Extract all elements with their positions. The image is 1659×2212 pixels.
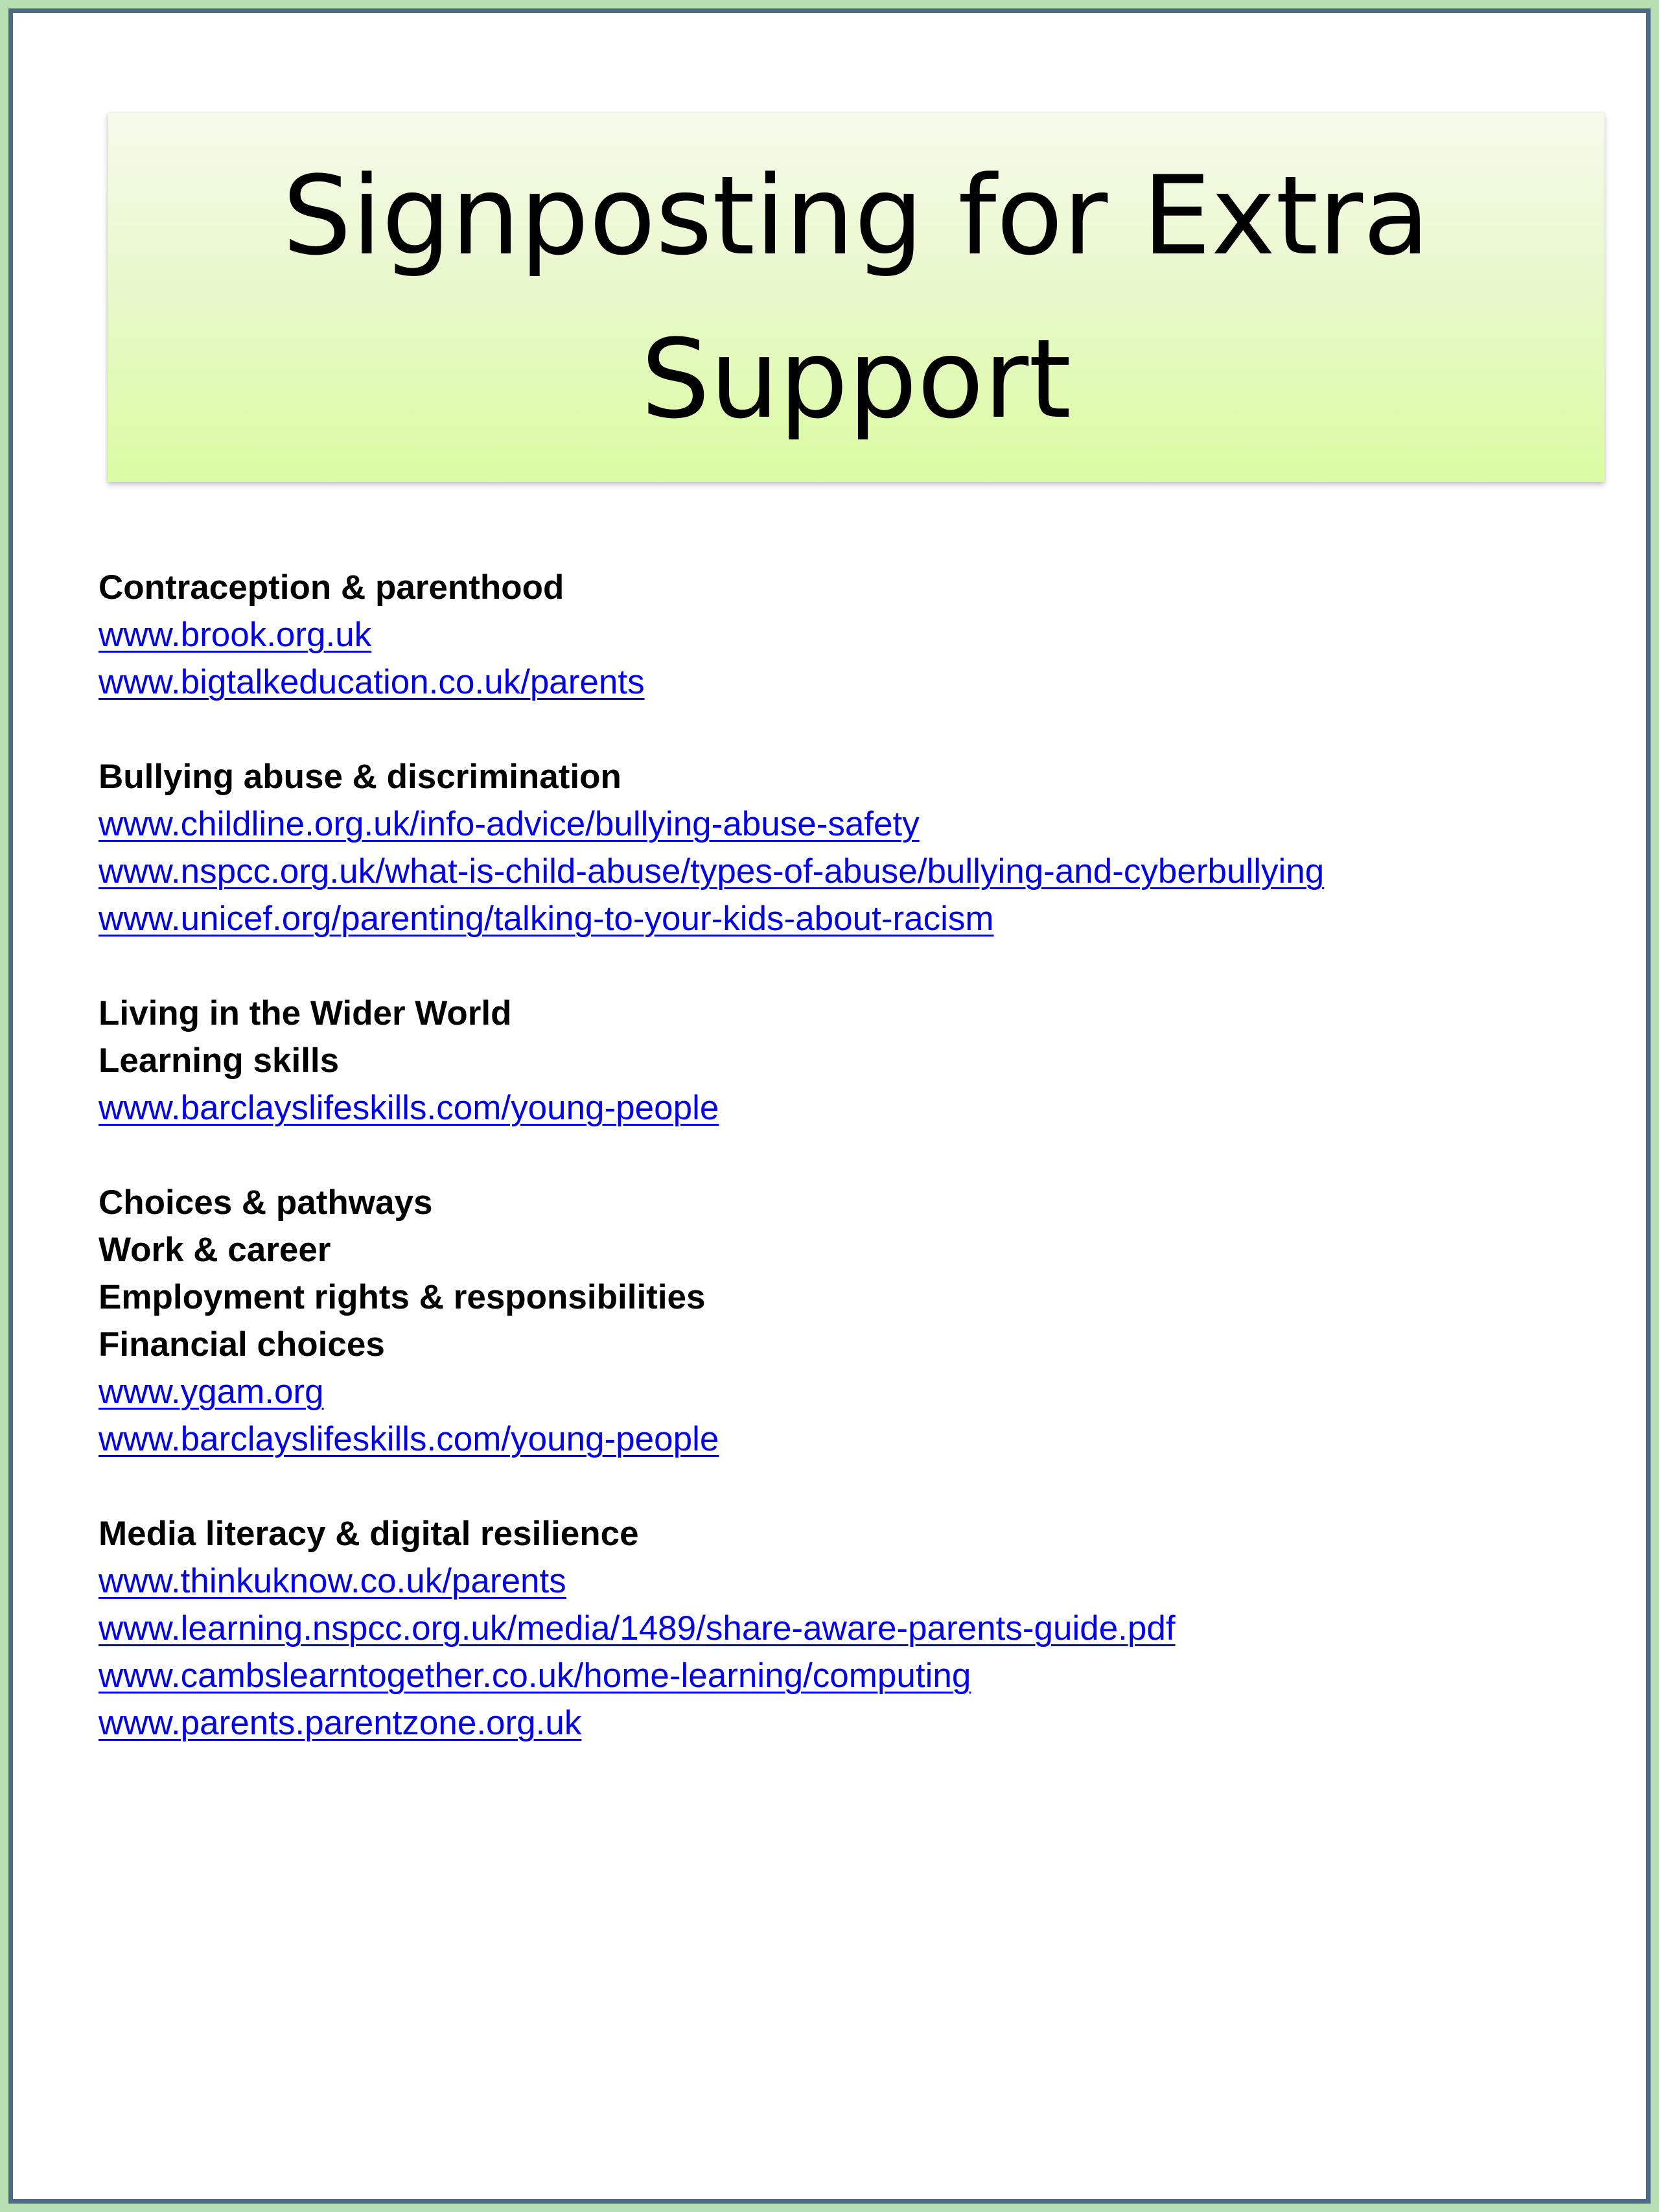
section-heading: Bullying abuse & discrimination [99,758,621,796]
section-wider-world [99,990,1602,1132]
link-childline[interactable]: www.childline.org.uk/info-advice/bullying-abuse-safety [99,805,920,843]
link-cambslearntogether[interactable]: www.cambslearntogether.co.uk/home-learning/computing [99,1657,971,1695]
link-nspcc-bullying[interactable]: www.nspcc.org.uk/what-is-child-abuse/types-of-abuse/bullying-and-cyberbullying [99,852,1325,891]
section-media-literacy [99,1510,1602,1747]
section-bullying [99,753,1602,942]
section-subheading: Financial choices [99,1325,385,1364]
page-title: Signposting for Extra Support [282,152,1430,443]
section-choices [99,1179,1602,1463]
section-heading: Living in the Wider World [99,994,512,1032]
section-contraception [99,564,1602,706]
section-subheading: Employment rights & responsibilities [99,1278,706,1316]
link-thinkuknow[interactable]: www.thinkuknow.co.uk/parents [99,1562,566,1600]
link-bigtalkeducation[interactable]: www.bigtalkeducation.co.uk/parents [99,663,645,701]
link-barclays-lifeskills[interactable]: www.barclayslifeskills.com/young-people [99,1089,719,1127]
link-brook[interactable]: www.brook.org.uk [99,616,372,654]
section-heading: Contraception & parenthood [99,568,564,607]
link-barclays-lifeskills[interactable]: www.barclayslifeskills.com/young-people [99,1420,719,1458]
link-ygam[interactable]: www.ygam.org [99,1373,324,1411]
section-heading: Media literacy & digital resilience [99,1515,639,1553]
section-subheading: Work & career [99,1231,331,1269]
link-nspcc-share-aware[interactable]: www.learning.nspcc.org.uk/media/1489/share-aware-parents-guide.pdf [99,1609,1176,1647]
section-heading: Choices & pathways [99,1183,433,1222]
link-unicef-racism[interactable]: www.unicef.org/parenting/talking-to-your-kids-about-racism [99,900,994,938]
page-border [8,8,1651,2204]
title-banner [108,113,1605,482]
signpost-list [99,564,1602,1794]
link-parentzone[interactable]: www.parents.parentzone.org.uk [99,1704,582,1742]
section-subheading: Learning skills [99,1042,340,1080]
